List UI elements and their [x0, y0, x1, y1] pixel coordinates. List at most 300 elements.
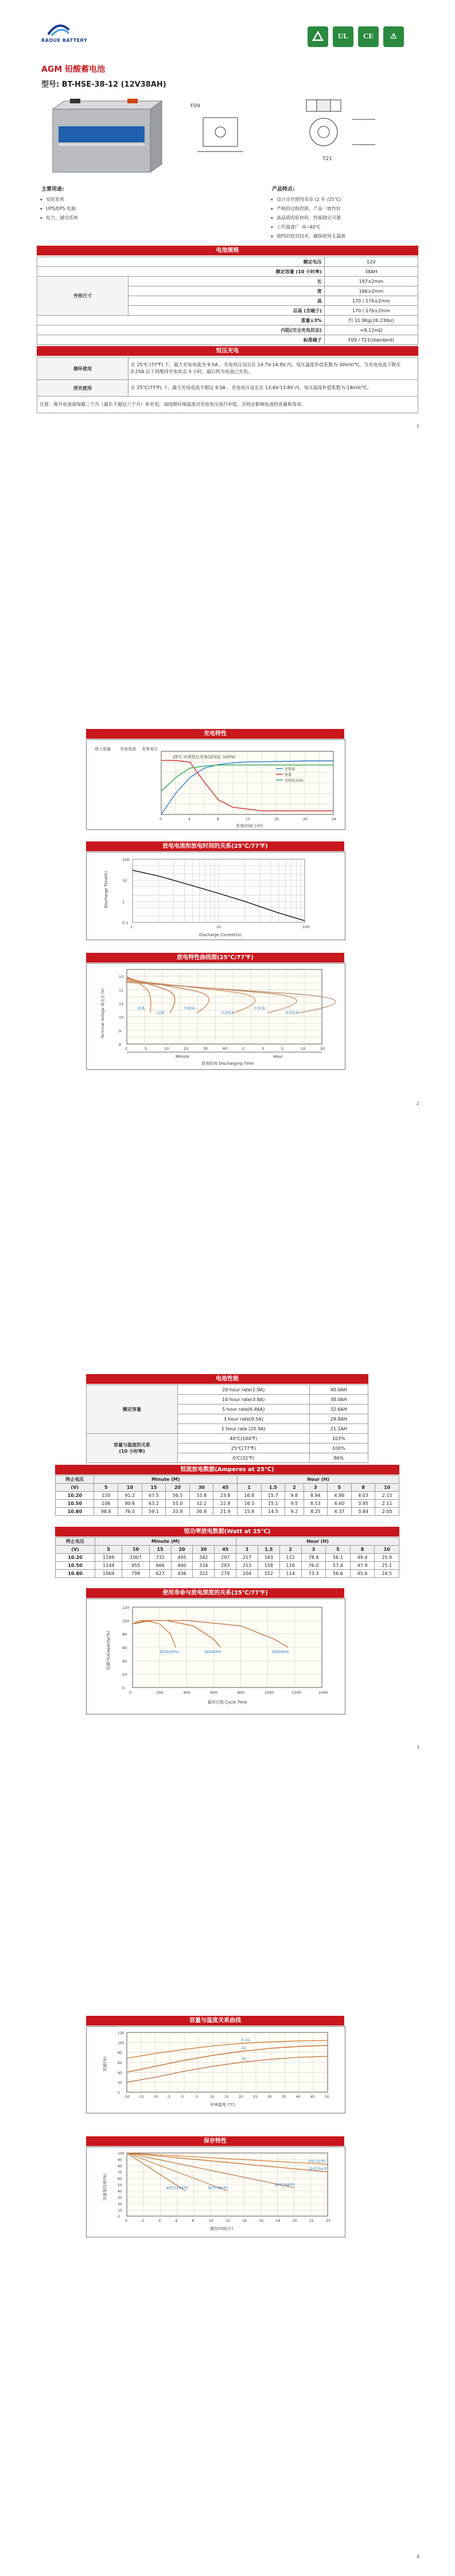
- table-cell: 16.3: [238, 1500, 262, 1508]
- table-cell: 21.9: [213, 1508, 238, 1516]
- charge-ylabel-mid: 充电电流: [120, 747, 136, 751]
- discharge-time-chart-svg: [87, 852, 345, 940]
- temp-ytick: 120: [118, 2031, 125, 2035]
- cycle-ytick: 0: [122, 1686, 125, 1690]
- storage-xtick: 18: [275, 2219, 281, 2223]
- cycle-series-label: DOD100%: [160, 1650, 180, 1654]
- use-item: ◆ UPS/EPS 电源: [41, 204, 185, 214]
- dtime-ytick: 100: [122, 858, 130, 862]
- temp-value-cell: 100%: [309, 1444, 368, 1453]
- table-cell: 3: [301, 1546, 326, 1554]
- storage-xtick: 4: [158, 2219, 161, 2223]
- table-cell: 1.5: [261, 1484, 285, 1492]
- table-cell: 334: [193, 1562, 215, 1570]
- charge-legend-label: 电流: [285, 773, 292, 777]
- temp-xtick: 5: [196, 2095, 198, 2099]
- table-cell: 终止电压: [56, 1476, 94, 1484]
- table-header-row: [56, 1538, 399, 1546]
- dcurve-xlabel: 放电时间 Discharging Time: [201, 1061, 254, 1066]
- cycle-xtick: 600: [210, 1690, 217, 1695]
- temp-cell: 40℃(104℉): [178, 1434, 310, 1444]
- table-cell: 10: [118, 1484, 142, 1492]
- temp-cell: 25℃(77℉): [178, 1444, 310, 1453]
- charge-mode-label: 浮充使用: [37, 380, 129, 397]
- storage-ytick: 30: [118, 2196, 122, 2200]
- charge-legend-label: 充电量: [285, 767, 295, 771]
- storage-series-label: 40℃(104℉): [166, 2186, 189, 2190]
- cycle-ytick: 40: [122, 1659, 127, 1664]
- table-cell: 297: [215, 1554, 236, 1562]
- table-cell: 57.4: [326, 1562, 351, 1570]
- table-cell: 73.3: [301, 1570, 326, 1578]
- spec-section-title: 电池规格: [37, 246, 418, 255]
- cycle-ytick: 20: [122, 1672, 127, 1677]
- temp-chart-title: 容量与温度关系曲线: [86, 2016, 344, 2026]
- cycle-chart-svg: [87, 1599, 345, 1714]
- main-uses: [41, 185, 185, 223]
- page-2: [37, 643, 418, 1286]
- dcurve-rate-label: 1CA: [157, 1011, 164, 1015]
- table-cell: Hour (H): [238, 1476, 399, 1484]
- cycle-ylabel: 容量(%)Capacity(%): [106, 1631, 111, 1670]
- dcurve-rate-label: 0.05CA: [286, 1011, 298, 1015]
- temp-xtick: 10: [210, 2095, 215, 2099]
- temp-ytick: 60: [118, 2061, 122, 2065]
- charge-xtick: 16: [274, 817, 279, 821]
- table-row: [56, 1570, 399, 1578]
- table-cell: 10.20: [56, 1554, 95, 1562]
- storage-chart: [86, 2147, 345, 2237]
- dcurve-rate-label: 0.1CA: [254, 1006, 265, 1011]
- feature-item: ◆ 严格的过程控制，产品一致性好: [272, 204, 415, 214]
- table-cell: 56.1: [326, 1554, 351, 1562]
- table-cell: 436: [171, 1570, 193, 1578]
- capacity-cell: 28.8AH: [309, 1414, 368, 1424]
- spec-value: ≈8.12mΩ: [324, 325, 418, 335]
- dcurve-xtick: 5: [281, 1046, 284, 1051]
- charge-xtick: 8: [217, 817, 219, 821]
- table-cell: 20: [171, 1546, 193, 1554]
- power-table-title: 恒功率放电数据(Watt at 25℃): [55, 1527, 399, 1537]
- table-cell: 120: [94, 1492, 118, 1500]
- table-cell: 279: [215, 1570, 236, 1578]
- table-cell: 4.60: [328, 1500, 352, 1508]
- table-cell: 1144: [95, 1562, 122, 1570]
- storage-chart-svg: [87, 2147, 345, 2237]
- use-item: ◆ 安防系统: [41, 195, 185, 204]
- features-title: 产品特点:: [272, 187, 295, 192]
- table-cell: 49.4: [350, 1554, 375, 1562]
- storage-series-label: 0℃(32℉): [308, 2159, 326, 2164]
- table-cell: 322: [193, 1570, 215, 1578]
- dtime-xtick: 100: [302, 925, 310, 929]
- table-cell: 15: [142, 1484, 166, 1492]
- storage-chart-title: 保存特性: [86, 2136, 344, 2146]
- dcurve-xtick: 2: [242, 1046, 245, 1051]
- table-cell: 5: [94, 1484, 118, 1492]
- spec-label: 内阻(完全充电状态): [37, 325, 325, 335]
- storage-xtick: 6: [175, 2219, 178, 2223]
- ul-cert-icon: UL: [333, 26, 353, 47]
- temp-ytick: 80: [118, 2051, 122, 2055]
- table-cell: 16.8: [238, 1492, 262, 1500]
- page-1: [37, 0, 418, 643]
- table-cell: 8: [350, 1546, 375, 1554]
- table-cell: Minute (M): [95, 1538, 236, 1546]
- discharge-time-chart-title: 放电电流和放电时间的关系(25℃/77℉): [86, 841, 344, 851]
- spec-value: F09 / T21(standard): [324, 335, 418, 345]
- capacity-label: 额定容量: [87, 1385, 178, 1434]
- cycle-ytick: 100: [122, 1619, 130, 1624]
- dtime-ytick: 10: [122, 878, 127, 883]
- table-row: [56, 1554, 399, 1562]
- temp-ytick: 0: [118, 2091, 120, 2095]
- table-cell: 23.8: [213, 1492, 238, 1500]
- current-table-title: 恒流放电数据(Amperes at 25℃): [55, 1465, 399, 1475]
- table-cell: 217: [236, 1554, 258, 1562]
- storage-ytick: 60: [118, 2177, 122, 2181]
- charge-xtick: 20: [303, 817, 308, 821]
- terminal-f09-drawing: [197, 115, 249, 161]
- dcurve-xtick: 60: [223, 1046, 228, 1051]
- use-item: ◆ 电力、通讯系统: [41, 214, 185, 223]
- storage-xtick: 22: [309, 2219, 314, 2223]
- table-cell: 76.0: [118, 1508, 142, 1516]
- temp-xtick: -10: [153, 2095, 158, 2099]
- table-cell: 163: [258, 1554, 279, 1562]
- temp-series-label: 0.1C: [242, 2038, 250, 2043]
- storage-ytick: 80: [118, 2164, 122, 2168]
- page-3: [37, 1286, 418, 1929]
- table-cell: 8.25: [304, 1508, 328, 1516]
- table-cell: 30.8: [189, 1508, 213, 1516]
- table-cell: 9.8: [285, 1492, 304, 1500]
- battery-image: [41, 98, 168, 178]
- table-cell: 10.80: [56, 1508, 94, 1516]
- cycle-ytick: 80: [122, 1632, 127, 1637]
- charge-xtick: 24: [332, 817, 336, 821]
- cycle-series-label: DOD30%: [272, 1650, 289, 1654]
- table-cell: 45.6: [350, 1570, 375, 1578]
- storage-ytick: 0: [118, 2215, 120, 2219]
- table-cell: 627: [149, 1570, 171, 1578]
- dcurve-ytick: 8: [119, 1042, 122, 1047]
- model-number: 型号: BT-HSE-38-12 (12V38AH): [41, 80, 166, 89]
- table-cell: 8: [351, 1484, 375, 1492]
- dcurve-minute-label: Minute: [176, 1054, 189, 1059]
- dcurve-xtick: 20: [184, 1046, 189, 1051]
- table-cell: 3.84: [351, 1508, 375, 1516]
- spec-table: [37, 257, 418, 345]
- terminal-t21-label: T21: [322, 156, 332, 162]
- dcurve-ytick: 11: [119, 1002, 124, 1007]
- temp-ylabel: 容量(%): [103, 2056, 107, 2071]
- charge-table: [37, 357, 418, 413]
- table-cell: 14.5: [261, 1508, 285, 1516]
- recycle-cert-icon: [308, 26, 328, 47]
- dcurve-xtick: 3: [262, 1046, 265, 1051]
- dcurve-ytick: 13: [119, 974, 124, 979]
- temp-xtick: 15: [224, 2095, 229, 2099]
- table-cell: 45: [213, 1484, 238, 1492]
- dcurve-xtick: 10: [301, 1046, 306, 1051]
- charge-ylabel-left: 放入电量: [95, 747, 111, 751]
- dcurve-xtick: 5: [145, 1046, 147, 1051]
- dcurve-ytick: 12: [119, 988, 124, 993]
- dcurve-ytick: 10: [119, 1015, 124, 1020]
- table-cell: 63.2: [142, 1500, 166, 1508]
- table-cell: 10.20: [56, 1492, 94, 1500]
- table-cell: 10: [375, 1546, 399, 1554]
- spec-label: 高: [129, 296, 325, 306]
- table-cell: 55.0: [166, 1500, 190, 1508]
- table-cell: (V): [56, 1484, 94, 1492]
- temp-xtick: 45: [310, 2095, 315, 2099]
- table-cell: 116: [279, 1562, 301, 1570]
- cycle-xlabel: 循环次数 Cycle Time: [208, 1700, 247, 1705]
- spec-value: 38AH: [324, 267, 418, 277]
- table-cell: 5: [95, 1546, 122, 1554]
- storage-series-label: 20℃(68℉): [274, 2182, 295, 2187]
- table-header-row: [56, 1484, 399, 1492]
- cycle-series-label: DOD50%: [204, 1650, 221, 1654]
- dcurve-xtick: 2: [125, 1046, 128, 1051]
- table-cell: 78.4: [301, 1554, 326, 1562]
- discharge-curve-chart-svg: [87, 964, 345, 1069]
- spec-value: 170 / 176±2mm: [324, 296, 418, 306]
- storage-ytick: 40: [118, 2190, 122, 2194]
- charge-chart: [86, 739, 345, 830]
- table-cell: 731: [149, 1554, 171, 1562]
- table-cell: 15.1: [261, 1500, 285, 1508]
- storage-xlabel: 储存时间(月): [210, 2226, 234, 2231]
- storage-xtick: 14: [242, 2219, 247, 2223]
- table-cell: 122: [279, 1554, 301, 1562]
- spec-label: 总高 (含端子): [129, 306, 325, 316]
- perf-table: [86, 1384, 368, 1463]
- charge-mode-text: 在 25℃(77℉) 下，最大充电电流不超过 9.5A ，充电电压设定在 13.6V-13.8V 内，电压温度补偿系数为-18mV/℃。: [129, 380, 418, 397]
- table-cell: 1: [236, 1546, 258, 1554]
- storage-ytick: 70: [118, 2171, 122, 2175]
- table-cell: 10.50: [56, 1500, 94, 1508]
- dcurve-xtick: 10: [164, 1046, 169, 1051]
- storage-xtick: 2: [142, 2219, 144, 2223]
- table-cell: 22.8: [213, 1500, 238, 1508]
- cycle-xtick: 1200: [291, 1690, 301, 1695]
- temp-ytick: 100: [118, 2041, 125, 2046]
- charge-xlabel: 充电时间(小时): [236, 824, 263, 828]
- capacity-cell: 21.1AH: [309, 1424, 368, 1434]
- table-cell: 91.2: [118, 1492, 142, 1500]
- spec-label: 标准端子: [37, 335, 325, 345]
- dcurve-xtick: 30: [203, 1046, 208, 1051]
- page-4: [37, 1929, 418, 2576]
- table-cell: 213: [236, 1562, 258, 1570]
- table-cell: 30: [189, 1484, 213, 1492]
- temp-xtick: 30: [267, 2095, 272, 2099]
- temp-capacity-label: 容量与温度的关系 (10 小时率): [87, 1434, 178, 1463]
- table-cell: 1.5: [258, 1546, 279, 1554]
- current-discharge-table: [55, 1475, 399, 1516]
- table-cell: 2: [285, 1484, 304, 1492]
- cycle-ytick: 120: [122, 1605, 130, 1610]
- table-cell: 4.86: [328, 1492, 352, 1500]
- table-cell: 114: [279, 1570, 301, 1578]
- charge-section-title: 恒压充电: [37, 346, 418, 356]
- capacity-cell: 40.0AH: [309, 1385, 368, 1395]
- storage-series-label: 30℃(86℉): [208, 2186, 228, 2190]
- storage-ylabel: 容量保持率(%): [103, 2173, 107, 2201]
- table-cell: 80.6: [118, 1500, 142, 1508]
- table-cell: 终止电压: [56, 1538, 95, 1546]
- temp-xtick: -20: [124, 2095, 130, 2099]
- feature-item: ◆ 独特的密封技术，确保使用无漏液: [272, 232, 415, 241]
- rate-cell: 20 hour rate(1.9A): [178, 1385, 310, 1395]
- table-cell: 204: [236, 1570, 258, 1578]
- product-title: AGM 铅酸蓄电池: [41, 65, 106, 74]
- table-cell: 440: [171, 1562, 193, 1570]
- discharge-time-chart: [86, 852, 345, 940]
- temp-value-cell: 86%: [309, 1453, 368, 1463]
- table-cell: 152: [258, 1570, 279, 1578]
- table-cell: 10: [375, 1484, 399, 1492]
- feature-item: ◆ 高品质的原材料，性能稳定可靠: [272, 214, 415, 223]
- temp-xtick: 25: [253, 2095, 258, 2099]
- table-cell: 30: [193, 1546, 215, 1554]
- table-cell: 10.80: [56, 1570, 95, 1578]
- table-cell: 4.03: [351, 1492, 375, 1500]
- dcurve-rate-label: 0.25CA: [221, 1011, 234, 1015]
- rate-cell: 3 hour rate(9.5A): [178, 1414, 310, 1424]
- table-row: [56, 1508, 399, 1516]
- storage-ytick: 90: [118, 2158, 122, 2162]
- table-cell: 47.9: [350, 1562, 375, 1570]
- temp-ytick: 20: [118, 2081, 122, 2085]
- table-cell: 5: [326, 1546, 351, 1554]
- temp-cell: 0℃(32℉): [178, 1453, 310, 1463]
- temp-xtick: 0: [181, 2095, 184, 2099]
- table-cell: 9.5: [285, 1500, 304, 1508]
- discharge-curve-chart-title: 放电特性曲线图(25℃/77℉): [86, 953, 344, 963]
- temp-chart: [86, 2026, 345, 2113]
- temp-value-cell: 103%: [309, 1434, 368, 1444]
- storage-xtick: 8: [192, 2219, 195, 2223]
- table-row: [56, 1492, 399, 1500]
- charge-chart-title: 充电特性: [86, 729, 344, 739]
- temp-ytick: 40: [118, 2071, 122, 2075]
- spec-value: 197±2mm: [324, 277, 418, 286]
- table-cell: 10: [122, 1546, 149, 1554]
- spec-value: 170 / 176±2mm: [324, 306, 418, 316]
- spec-label: 额定电压: [37, 257, 325, 267]
- terminal-t21-drawing: [301, 98, 387, 155]
- storage-ytick: 20: [118, 2202, 122, 2206]
- rate-cell: 10 hour rate(3.8A): [178, 1395, 310, 1405]
- dcurve-rate-label: 0.6CA: [184, 1006, 195, 1011]
- temp-xtick: 40: [296, 2095, 301, 2099]
- feature-item: ◆ 工作温度广 -0~40℃: [272, 223, 415, 232]
- temp-chart-svg: [87, 2027, 345, 2113]
- feature-item: ◆ 设计浮充使用寿命 (2 年 /25℃): [272, 195, 415, 204]
- table-cell: 2.15: [375, 1492, 399, 1500]
- storage-xtick: 20: [292, 2219, 297, 2223]
- table-cell: 56.6: [326, 1570, 351, 1578]
- dtime-ytick: 0.1: [122, 921, 129, 925]
- temp-xlabel: 环境温度 (℃): [210, 2102, 235, 2107]
- brand-logo: [41, 23, 99, 45]
- table-header-row: [56, 1546, 399, 1554]
- table-cell: 955: [122, 1562, 149, 1570]
- table-cell: 25.1: [375, 1562, 399, 1570]
- storage-series-label: 10℃(50℉): [308, 2167, 329, 2171]
- table-cell: 3.95: [351, 1500, 375, 1508]
- capacity-cell: 32.6AH: [309, 1405, 368, 1414]
- dtime-ylabel: Discharge Time(h): [104, 871, 108, 908]
- spec-label: 宽: [129, 286, 325, 296]
- product-features: [272, 185, 415, 241]
- table-cell: 666: [149, 1562, 171, 1570]
- charge-note: 注意：离开电池请每隔三个月（最长不超过六个月）补充电，请按照环境温度对充电电压进行补偿，否则会影响电池的容量和寿命。: [37, 397, 418, 413]
- temp-xtick: 20: [239, 2095, 243, 2099]
- dcurve-ylabel: Terminal Voltage 端电压 (V): [100, 988, 105, 1038]
- temp-xtick: 35: [282, 2095, 286, 2099]
- charge-xtick: 0: [160, 817, 162, 821]
- cycle-ytick: 60: [122, 1646, 127, 1650]
- table-cell: 9.2: [285, 1508, 304, 1516]
- spec-value: 166±2mm: [324, 286, 418, 296]
- spec-label: 额定容量 (10 小时率): [37, 267, 325, 277]
- dcurve-plot-area: [127, 969, 322, 1044]
- table-cell: 15.8: [238, 1508, 262, 1516]
- table-cell: 1064: [95, 1570, 122, 1578]
- storage-xtick: 10: [208, 2219, 213, 2223]
- cycle-chart: [86, 1599, 345, 1714]
- discharge-curve-chart: [86, 963, 345, 1070]
- table-cell: 495: [171, 1554, 193, 1562]
- ce-cert-icon: CE: [358, 26, 379, 47]
- table-cell: 1169: [95, 1554, 122, 1562]
- table-cell: 8.53: [304, 1500, 328, 1508]
- table-cell: 33.8: [166, 1508, 190, 1516]
- power-discharge-table: [55, 1537, 399, 1578]
- charge-mode-text: 在 25℃ (77℉) 下，最大充电电流为 9.5A ，充电电压设定在 14.7V-14.9V 内，电压温度补偿系数为-30mV/℃，当充电电流下降至 0.25A 以下再维持充电状态 3 小时，最后转为电池已充电。: [129, 358, 418, 380]
- table-cell: 59.1: [142, 1508, 166, 1516]
- table-header-row: [56, 1476, 399, 1484]
- table-cell: (V): [56, 1546, 95, 1554]
- page-number: 3: [416, 1745, 419, 1750]
- table-cell: 798: [122, 1570, 149, 1578]
- table-cell: 106: [94, 1500, 118, 1508]
- table-cell: 342: [193, 1554, 215, 1562]
- charge-legend-label: 充电电压(V): [285, 779, 304, 783]
- table-cell: 67.5: [142, 1492, 166, 1500]
- cycle-chart-title: 使用寿命与放电深度的关系(25℃/77℉): [86, 1588, 344, 1598]
- terminal-f09-label: F09: [190, 103, 200, 109]
- dtime-xlabel: Discharge Current(A): [199, 933, 242, 937]
- table-cell: 45: [215, 1546, 236, 1554]
- dcurve-ytick: 9: [119, 1029, 122, 1034]
- table-cell: 5: [328, 1484, 352, 1492]
- storage-ytick: 50: [118, 2183, 122, 2187]
- table-cell: 3: [304, 1484, 328, 1492]
- spec-label: 长: [129, 277, 325, 286]
- cycle-xtick: 0: [129, 1690, 132, 1695]
- table-cell: 15.7: [261, 1492, 285, 1500]
- temp-xtick: -5: [167, 2095, 170, 2099]
- table-cell: 24.5: [375, 1570, 399, 1578]
- table-cell: 8.94: [304, 1492, 328, 1500]
- temp-series-label: 3C: [242, 2057, 247, 2061]
